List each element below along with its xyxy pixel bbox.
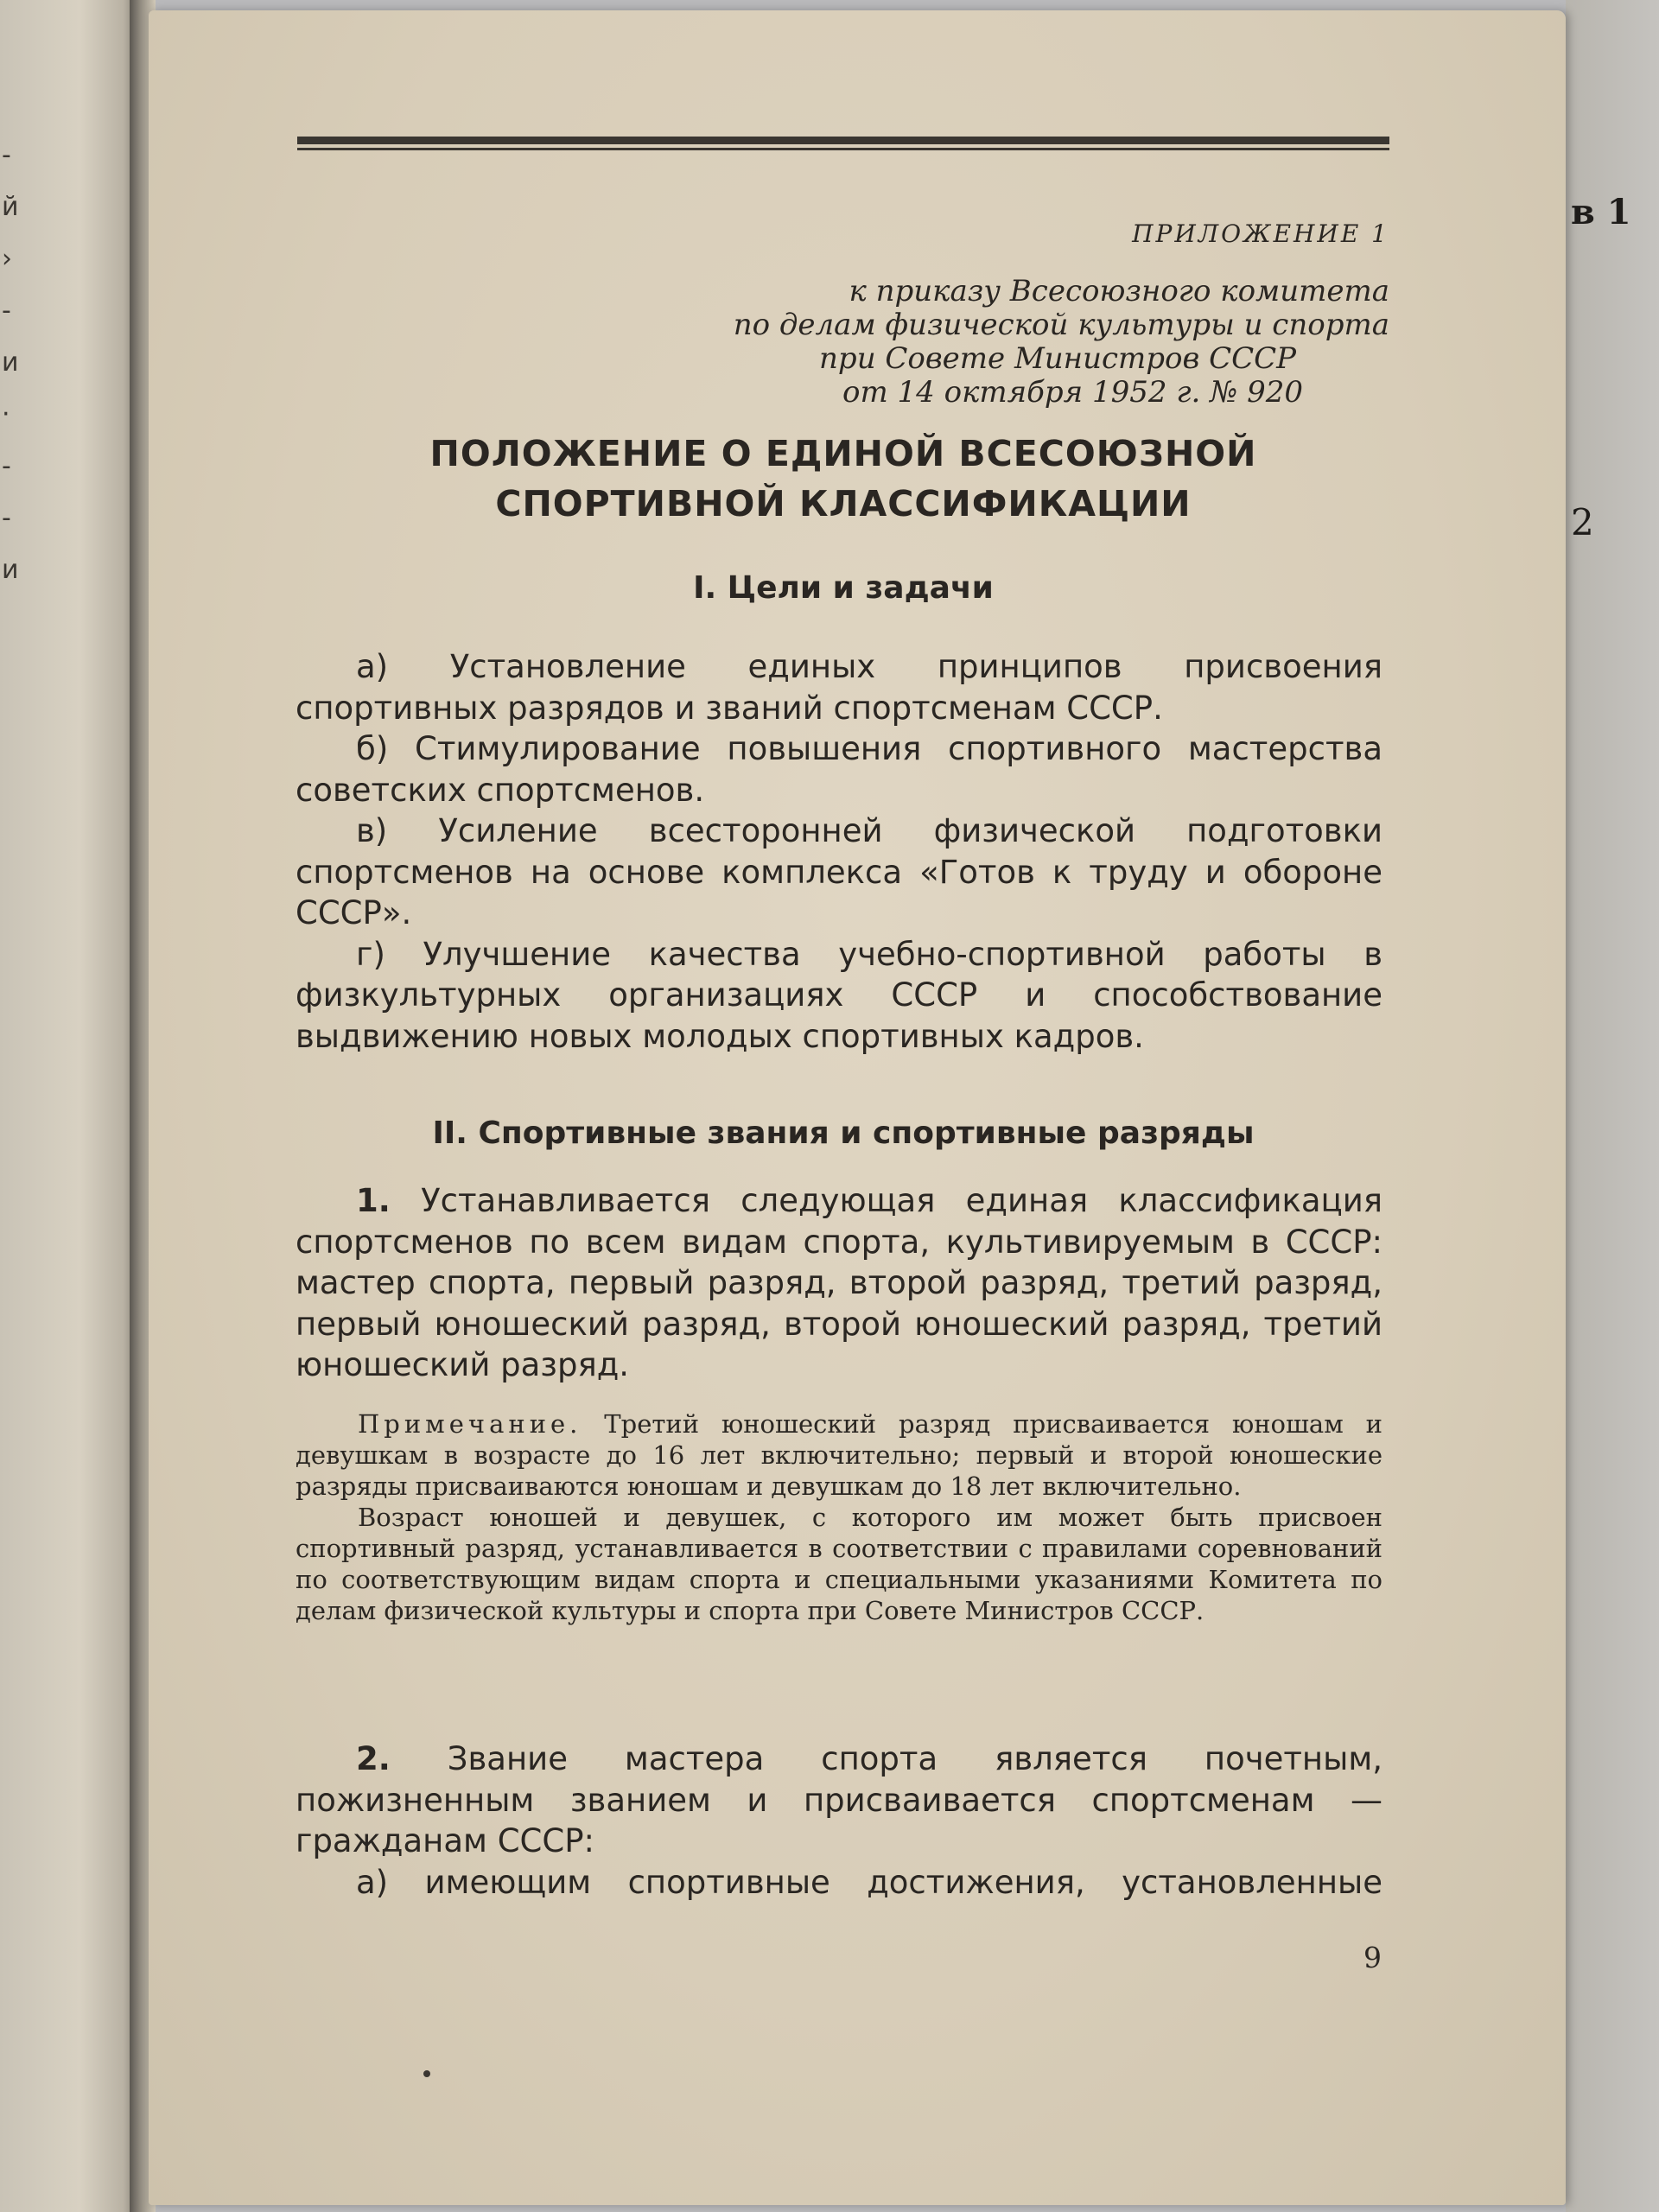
paragraph-text: Звание мастера спорта является почетным, пожизненным званием и присваивается спортсменам — гражданам СССР: [296, 1740, 1382, 1859]
order-reference-line: к приказу Всесоюзного комитета [849, 274, 1389, 308]
section2-heading: II. Спортивные звания и спортивные разряды [432, 1116, 1255, 1151]
margin-glyph: › [2, 244, 12, 274]
section2-paragraph-1 [296, 1180, 1382, 1386]
page-number: 9 [1363, 1941, 1382, 1974]
header-rule [297, 137, 1389, 150]
margin-glyph: и [2, 347, 19, 378]
note-label: Примечание. [358, 1409, 582, 1439]
margin-glyph: - [2, 140, 11, 170]
right-page-edge [1566, 0, 1659, 2212]
order-reference-line: при Совете Министров СССР [819, 341, 1296, 376]
left-page-edge [0, 0, 145, 2212]
section2-note [296, 1408, 1382, 1626]
section1-item: в) Усиление всесторонней физической подготовки спортсменов на основе комплекса «Готов к труду и обороне СССР». [296, 812, 1382, 931]
section2-paragraph-2 [296, 1738, 1382, 1903]
section1-heading: I. Цели и задачи [693, 570, 994, 606]
paragraph-number: 2. [356, 1740, 391, 1777]
margin-glyph: - [2, 296, 11, 326]
order-reference-line: по делам физической культуры и спорта [733, 308, 1389, 342]
note-text-2: Возраст юношей и девушек, с которого им может быть присвоен спортивный разряд, устанавливается в соответствии с правилами соревнований по соответствующим видам спорта и специальными указаниями Комитета по делам физической культуры и спорта при Совете Министров СССР. [296, 1503, 1382, 1625]
title-line: ПОЛОЖЕНИЕ О ЕДИНОЙ ВСЕСОЮЗНОЙ [429, 433, 1257, 474]
section1-item: б) Стимулирование повышения спортивного мастерства советских спортсменов. [296, 730, 1382, 809]
appendix-label: ПРИЛОЖЕНИЕ 1 [1132, 219, 1389, 248]
paper-speck [423, 2070, 430, 2077]
margin-glyph: - [2, 451, 11, 481]
left-margin-glyphs [2, 130, 36, 596]
section1-item: а) Установление единых принципов присвоения спортивных разрядов и званий спортсменам СССР. [296, 648, 1382, 727]
right-page-fragment-middle: 2 [1571, 501, 1594, 543]
note-text: Третий юношеский разряд присваивается юношам и девушкам в возрасте до 16 лет включительно; первый и второй юношеские разряды присваиваются юношам и девушкам до 18 лет включительно. [296, 1409, 1382, 1501]
section1-items [296, 646, 1382, 1057]
right-page-fragment-top: в 1 [1571, 192, 1631, 232]
document-title [297, 429, 1389, 529]
order-reference-line: от 14 октября 1952 г. № 920 [842, 375, 1303, 410]
order-reference [612, 275, 1389, 410]
paragraph-number: 1. [356, 1182, 391, 1219]
paragraph-text: Устанавливается следующая единая классификация спортсменов по всем видам спорта, культивируемым в СССР: мастер спорта, первый разряд, второй разряд, третий разряд, первый юношеский разряд, второй юношеский разряд, третий юношеский разряд. [296, 1182, 1382, 1383]
section1-item: г) Улучшение качества учебно-спортивной работы в физкультурных организациях СССР и способствование выдвижению новых молодых спортивных кадров. [296, 935, 1382, 1055]
margin-glyph: - [2, 503, 11, 533]
margin-glyph: и [2, 555, 19, 585]
title-line: СПОРТИВНОЙ КЛАССИФИКАЦИИ [495, 483, 1192, 524]
margin-glyph: й [2, 192, 19, 222]
margin-glyph: · [2, 399, 10, 429]
paragraph-item-a: а) имеющим спортивные достижения, установленные [356, 1863, 1382, 1901]
